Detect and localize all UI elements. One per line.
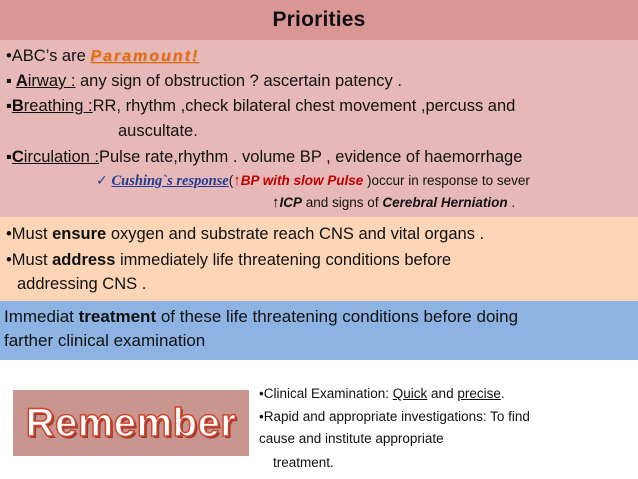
abc-prefix: ABC’s are <box>11 47 91 65</box>
must-prefix: •Must <box>6 251 53 269</box>
square-bullet: ▪ <box>6 72 16 90</box>
icp-rest: and signs of <box>302 195 383 210</box>
cushing-line <box>96 171 530 190</box>
up-arrow-icon: ↑ <box>233 172 241 189</box>
cushing-rest: )occur in response to sever <box>363 173 530 188</box>
must-address-cont: addressing CNS . <box>17 275 147 293</box>
slide-title: Priorities <box>272 8 366 31</box>
treatment-prefix: Immediat <box>4 307 79 326</box>
square-bullet: ▪ <box>6 148 12 166</box>
breathing-label: reathing : <box>23 97 93 115</box>
icp-text: ICP <box>279 195 303 210</box>
icp-line <box>272 194 515 212</box>
treatment-rest: of these life threatening conditions before doing <box>156 307 519 326</box>
abc-box <box>0 40 638 217</box>
must-ensure-line <box>6 224 484 244</box>
breathing-cont: auscultate. <box>118 122 198 140</box>
cushing-label: Cushing`s response <box>111 173 229 189</box>
note-treatment: treatment. <box>273 455 334 470</box>
open-paren: ( <box>228 173 234 188</box>
note-cause: cause and institute appropriate <box>259 431 444 446</box>
note-investigations: •Rapid and appropriate investigations: To find <box>259 409 530 424</box>
treatment-word: treatment <box>78 307 157 326</box>
quick-word: Quick <box>392 386 428 401</box>
airway-text: any sign of obstruction ? ascertain patency . <box>75 72 402 90</box>
must-address-rest: immediately life threatening conditions before <box>115 251 452 269</box>
must-prefix: •Must <box>6 225 53 243</box>
ensure-word: ensure <box>52 225 107 243</box>
airway-label: irway : <box>27 72 76 90</box>
breathing-text: RR, rhythm ,check bilateral chest movement ,percuss and <box>92 97 516 115</box>
abc-line <box>6 46 199 67</box>
remember-banner <box>13 390 249 456</box>
square-bullet: ▪ <box>6 97 12 115</box>
title-bar <box>0 0 638 40</box>
precise-word: precise <box>457 386 501 401</box>
icp-end: . <box>507 195 516 210</box>
circulation-key: C <box>11 148 24 166</box>
breathing-line <box>6 96 515 116</box>
check-icon: ✓ <box>96 172 108 188</box>
bp-slow-pulse: BP with slow Pulse <box>240 173 364 188</box>
airway-line <box>6 71 402 91</box>
circulation-line <box>6 147 522 167</box>
note-end: . <box>500 386 505 401</box>
must-address-line <box>6 250 451 270</box>
treatment-box <box>0 301 638 360</box>
circulation-text: Pulse rate,rhythm . volume BP , evidence of haemorrhage <box>98 148 523 166</box>
remember-text: Remember <box>25 400 237 445</box>
must-ensure-rest: oxygen and substrate reach CNS and vital organs . <box>106 225 485 243</box>
must-box <box>0 217 638 301</box>
circulation-label: irculation : <box>23 148 99 166</box>
treatment-line <box>4 307 518 327</box>
note-clinical-exam <box>259 385 505 403</box>
airway-key: A <box>15 72 28 90</box>
treatment-cont: farther clinical examination <box>4 331 206 350</box>
paramount-text: Paramount! <box>90 48 200 65</box>
and-word: and <box>427 386 458 401</box>
breathing-key: B <box>11 97 24 115</box>
herniation-text: Cerebral Herniation <box>382 195 508 210</box>
note-clinical-prefix: •Clinical Examination: <box>259 386 393 401</box>
address-word: address <box>52 251 116 269</box>
bullet: • <box>6 47 12 65</box>
up-arrow-icon: ↑ <box>272 194 280 211</box>
